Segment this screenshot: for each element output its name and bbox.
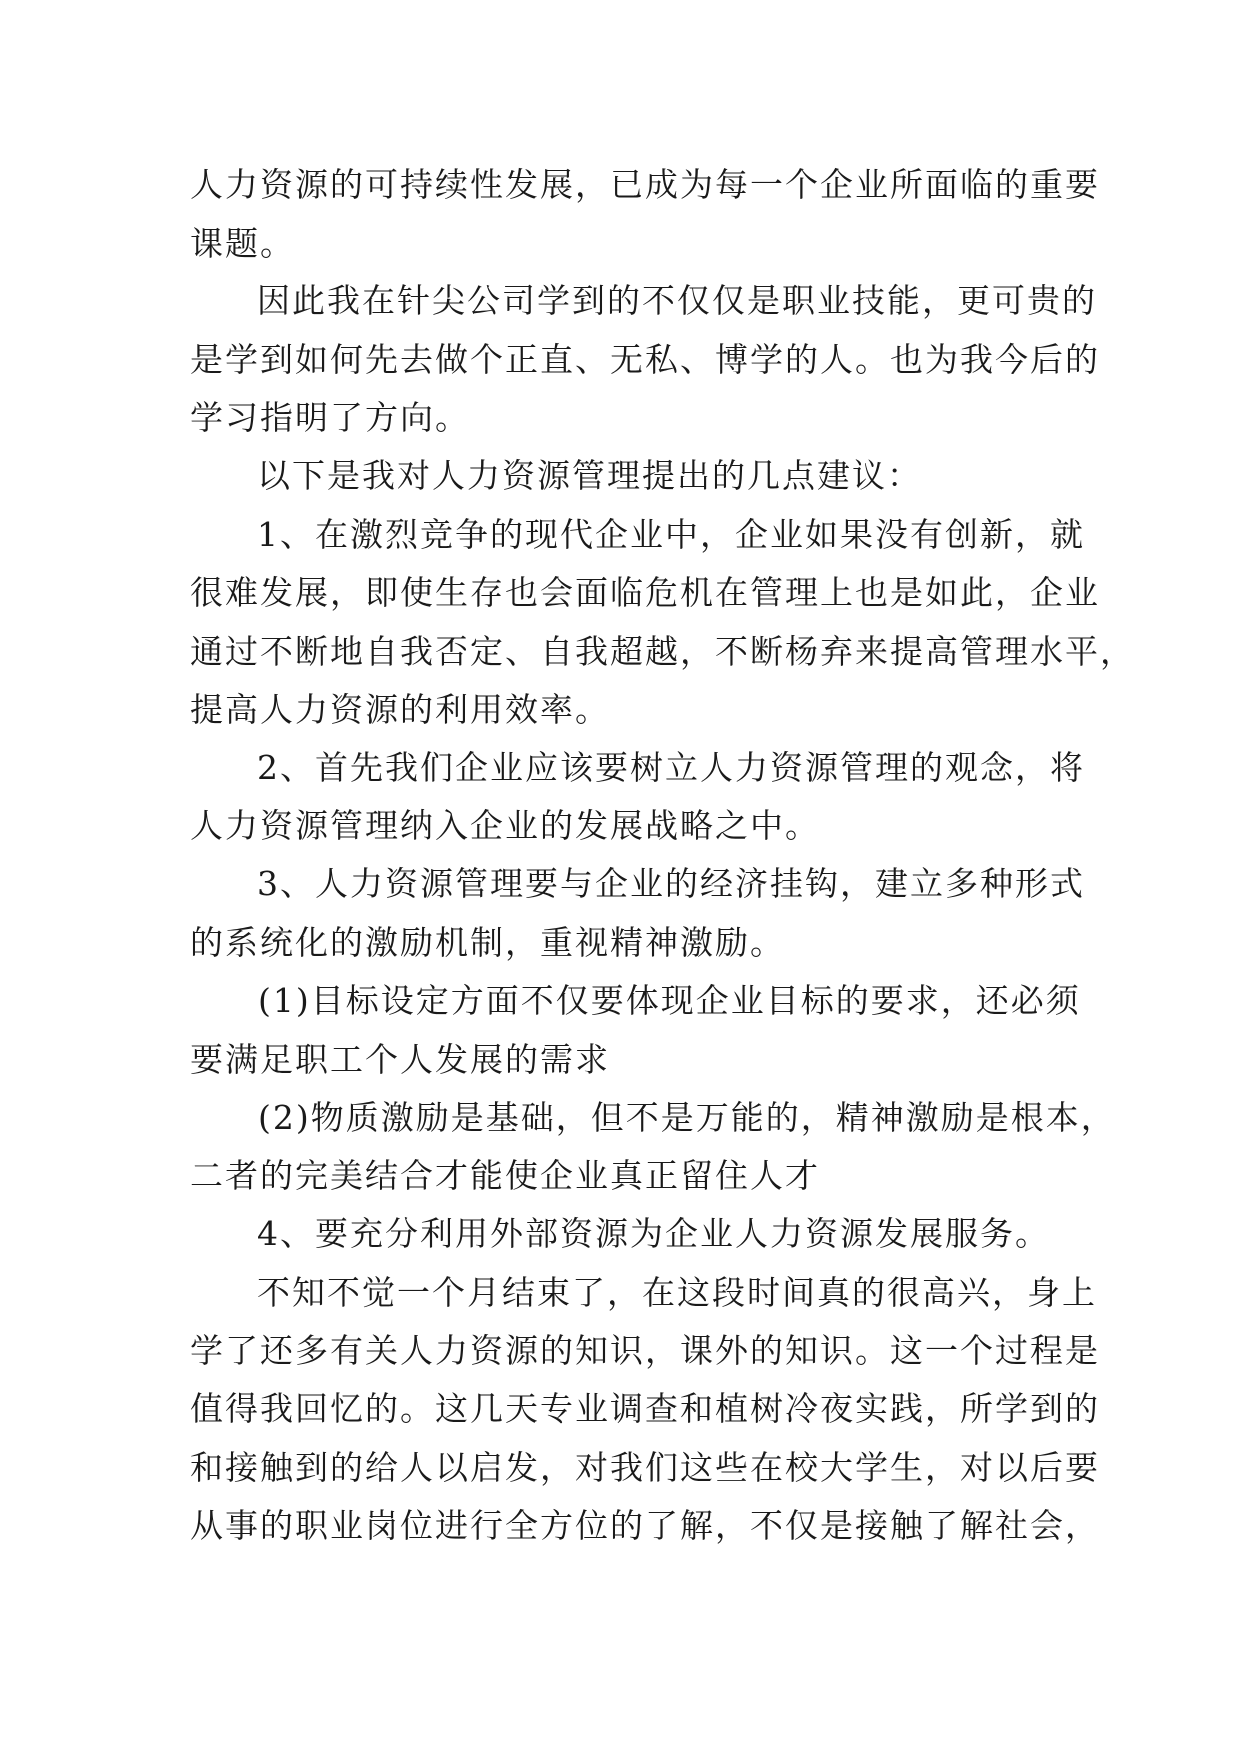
- list-item-line: 2、首先我们企业应该要树立人力资源管理的观念，将: [257, 748, 1085, 787]
- sub-item-line: (1)目标设定方面不仅要体现企业目标的要求，还必须: [258, 981, 1081, 1020]
- paragraph-line: 人力资源的可持续性发展，已成为每一个企业所面临的重要: [190, 165, 1100, 204]
- paragraph-line: 不知不觉一个月结束了，在这段时间真的很高兴，身上: [257, 1273, 1097, 1312]
- list-item-line: 提高人力资源的利用效率。: [190, 690, 610, 729]
- sub-item-line: 要满足职工个人发展的需求: [190, 1040, 610, 1079]
- list-item-line: 通过不断地自我否定、自我超越，不断杨弃来提高管理水平，: [190, 632, 1135, 671]
- list-item-line: 的系统化的激励机制，重视精神激励。: [190, 923, 785, 962]
- sub-item-line: 二者的完美结合才能使企业真正留住人才: [190, 1156, 820, 1195]
- sub-item-line: (2)物质激励是基础，但不是万能的，精神激励是根本，: [258, 1098, 1116, 1137]
- list-item-line: 4、要充分利用外部资源为企业人力资源发展服务。: [257, 1214, 1050, 1253]
- list-item-line: 3、人力资源管理要与企业的经济挂钩，建立多种形式: [257, 864, 1085, 903]
- list-item-line: 很难发展，即使生存也会面临危机在管理上也是如此，企业: [190, 573, 1100, 612]
- paragraph-line: 学习指明了方向。: [190, 398, 470, 437]
- paragraph-line: 是学到如何先去做个正直、无私、博学的人。也为我今后的: [190, 340, 1100, 379]
- list-item-line: 1、在激烈竞争的现代企业中，企业如果没有创新，就: [257, 515, 1085, 554]
- paragraph-line: 从事的职业岗位进行全方位的了解，不仅是接触了解社会，: [190, 1506, 1100, 1545]
- list-item-line: 人力资源管理纳入企业的发展战略之中。: [190, 806, 820, 845]
- paragraph-line: 因此我在针尖公司学到的不仅仅是职业技能，更可贵的: [257, 281, 1097, 320]
- paragraph-line: 学了还多有关人力资源的知识，课外的知识。这一个过程是: [190, 1331, 1100, 1370]
- paragraph-line: 课题。: [190, 224, 295, 263]
- paragraph-line: 值得我回忆的。这几天专业调查和植树冷夜实践，所学到的: [190, 1389, 1100, 1428]
- paragraph-line: 以下是我对人力资源管理提出的几点建议：: [257, 456, 922, 495]
- paragraph-line: 和接触到的给人以启发，对我们这些在校大学生，对以后要: [190, 1448, 1100, 1487]
